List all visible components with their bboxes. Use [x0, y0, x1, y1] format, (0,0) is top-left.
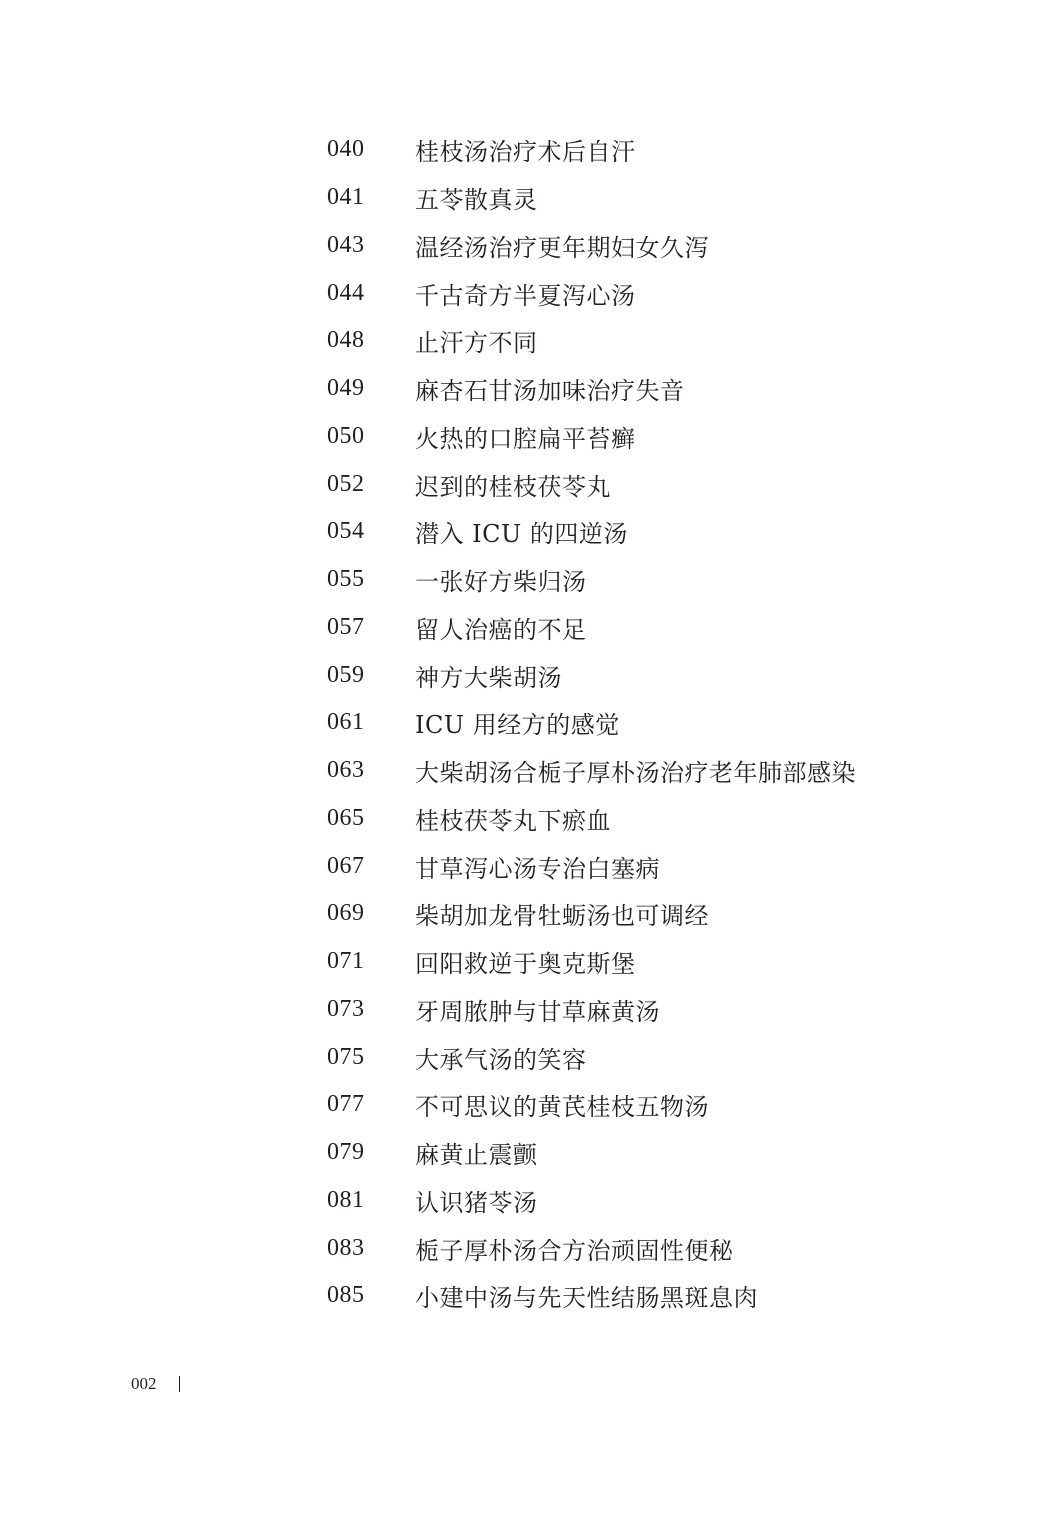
- toc-title: 大承气汤的笑容: [415, 1045, 587, 1074]
- page-footer: [131, 1374, 180, 1394]
- toc-page-number: 049: [327, 375, 365, 402]
- toc-title: 牙周脓肿与甘草麻黄汤: [415, 997, 660, 1026]
- toc-title: 一张好方柴归汤: [415, 568, 587, 597]
- toc-page-number: 052: [327, 470, 365, 497]
- footer-divider: [179, 1376, 180, 1392]
- toc-title: 五苓散真灵: [415, 186, 538, 215]
- toc-page-number: 065: [327, 804, 365, 831]
- toc-entry[interactable]: [327, 1224, 947, 1272]
- toc-page-number: 067: [327, 852, 365, 879]
- toc-entry[interactable]: [327, 938, 947, 986]
- toc-title: 不可思议的黄芪桂枝五物汤: [415, 1093, 709, 1122]
- toc-entry[interactable]: [327, 747, 947, 795]
- toc-page-number: 044: [327, 279, 365, 306]
- toc-title: 温经汤治疗更年期妇女久泻: [415, 233, 709, 262]
- toc-entry[interactable]: [327, 317, 947, 365]
- toc-title: 迟到的桂枝茯苓丸: [415, 472, 611, 501]
- toc-title: 认识猪苓汤: [415, 1188, 538, 1217]
- toc-title: 柴胡加龙骨牡蛎汤也可调经: [415, 902, 709, 931]
- toc-page-number: 071: [327, 948, 365, 975]
- toc-entry[interactable]: [327, 269, 947, 317]
- toc-page-number: 059: [327, 661, 365, 688]
- toc-entry[interactable]: [327, 508, 947, 556]
- toc-page-number: 041: [327, 184, 365, 211]
- toc-title: 小建中汤与先天性结肠黑斑息肉: [415, 1284, 758, 1313]
- toc-page-number: 073: [327, 995, 365, 1022]
- toc-title: 火热的口腔扁平苔癣: [415, 424, 636, 453]
- toc-page-number: 077: [327, 1091, 365, 1118]
- toc-entry[interactable]: [327, 699, 947, 747]
- toc-title: 麻黄止震颤: [415, 1141, 538, 1170]
- toc-entry[interactable]: [327, 174, 947, 222]
- toc-entry[interactable]: [327, 986, 947, 1034]
- toc-entry[interactable]: [327, 126, 947, 174]
- toc-entry[interactable]: [327, 1033, 947, 1081]
- toc-entry[interactable]: [327, 890, 947, 938]
- toc-title: 甘草泻心汤专治白塞病: [415, 854, 660, 883]
- toc-title: 大柴胡汤合栀子厚朴汤治疗老年肺部感染: [415, 759, 856, 788]
- toc-title: 桂枝茯苓丸下瘀血: [415, 806, 611, 835]
- toc-title: 栀子厚朴汤合方治顽固性便秘: [415, 1236, 734, 1265]
- toc-entry[interactable]: [327, 413, 947, 461]
- toc-page-number: 050: [327, 422, 365, 449]
- toc-entry[interactable]: [327, 651, 947, 699]
- toc-page-number: 079: [327, 1139, 365, 1166]
- toc-page-number: 085: [327, 1282, 365, 1309]
- toc-page-number: 075: [327, 1043, 365, 1070]
- toc-title: 留人治癌的不足: [415, 615, 587, 644]
- toc-title: 止汗方不同: [415, 329, 538, 358]
- toc-entry[interactable]: [327, 365, 947, 413]
- toc-title: 潜入 ICU 的四逆汤: [415, 520, 628, 549]
- toc-title: 千古奇方半夏泻心汤: [415, 281, 636, 310]
- toc-page-number: 057: [327, 613, 365, 640]
- toc-page-number: 054: [327, 518, 365, 545]
- toc-title: 神方大柴胡汤: [415, 663, 562, 692]
- toc-entry[interactable]: [327, 842, 947, 890]
- toc-page-number: 055: [327, 566, 365, 593]
- toc-title: ICU 用经方的感觉: [415, 711, 620, 740]
- toc-page-number: 081: [327, 1186, 365, 1213]
- toc-page-number: 061: [327, 709, 365, 736]
- toc-entry[interactable]: [327, 604, 947, 652]
- toc-page-number: 083: [327, 1234, 365, 1261]
- toc-entry[interactable]: [327, 1081, 947, 1129]
- toc-entry[interactable]: [327, 795, 947, 843]
- toc-entry[interactable]: [327, 1129, 947, 1177]
- toc-entry[interactable]: [327, 222, 947, 270]
- toc-entry[interactable]: [327, 1272, 947, 1320]
- toc-page-number: 040: [327, 136, 365, 163]
- toc-entry[interactable]: [327, 1177, 947, 1225]
- toc-entry[interactable]: [327, 460, 947, 508]
- toc-page-number: 069: [327, 900, 365, 927]
- toc-title: 麻杏石甘汤加味治疗失音: [415, 377, 685, 406]
- table-of-contents: [327, 126, 947, 1320]
- toc-page-number: 043: [327, 231, 365, 258]
- toc-page-number: 063: [327, 757, 365, 784]
- toc-title: 桂枝汤治疗术后自汗: [415, 138, 636, 167]
- toc-page-number: 048: [327, 327, 365, 354]
- toc-title: 回阳救逆于奥克斯堡: [415, 950, 636, 979]
- toc-entry[interactable]: [327, 556, 947, 604]
- page-number: 002: [131, 1374, 157, 1393]
